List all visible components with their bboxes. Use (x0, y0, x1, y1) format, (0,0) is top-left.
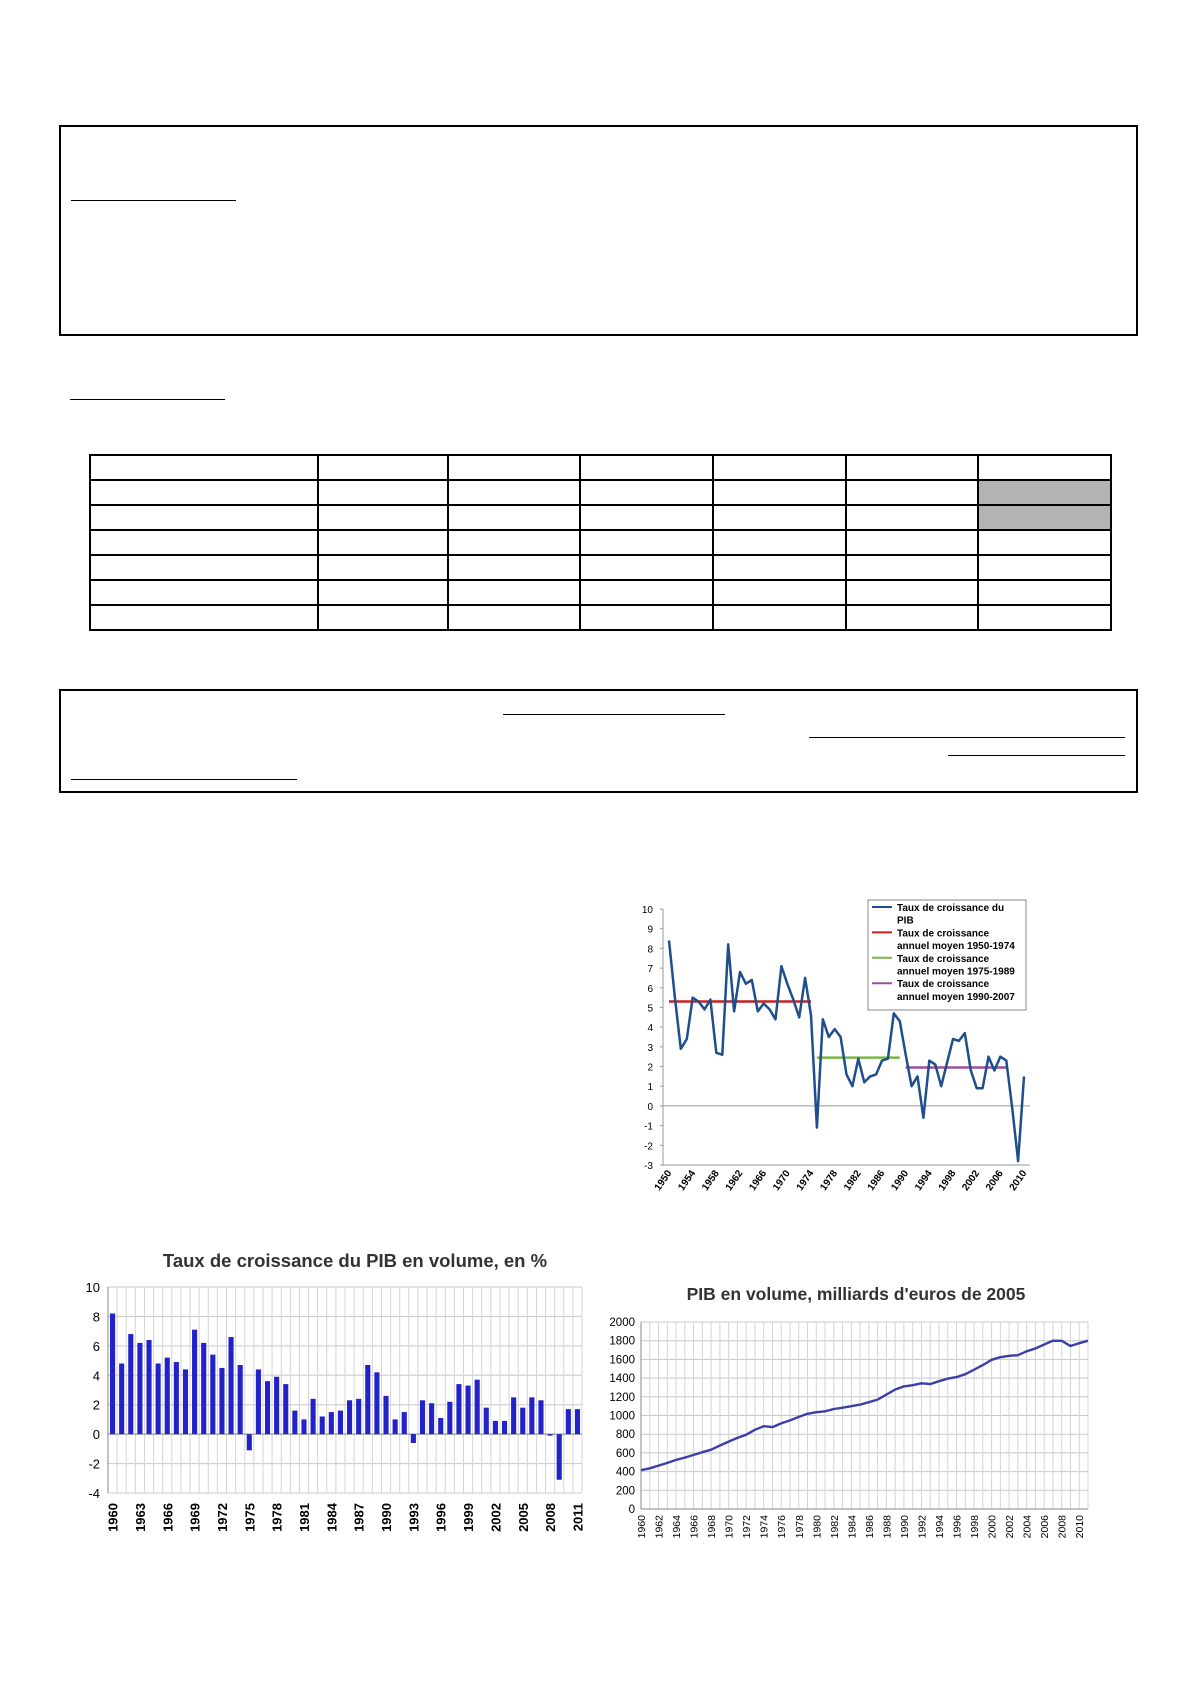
x-tick-label: 2006 (1039, 1515, 1052, 1539)
y-tick-label: 6 (647, 983, 653, 995)
table-row (90, 480, 1111, 505)
x-tick-label: 1978 (793, 1515, 806, 1539)
y-tick-label: 10 (641, 905, 653, 916)
x-tick-label: 1996 (433, 1503, 449, 1532)
x-tick-label: 1958 (700, 1168, 722, 1193)
y-tick-label: -1 (644, 1121, 653, 1133)
bar (374, 1372, 379, 1434)
y-tick-label: 5 (647, 1003, 653, 1015)
bar (146, 1340, 151, 1434)
bar (493, 1421, 498, 1434)
middle-text-box (59, 689, 1138, 793)
bar (174, 1362, 179, 1434)
bar (219, 1368, 224, 1434)
underline-3 (948, 755, 1125, 756)
y-tick-label: 0 (92, 1427, 100, 1443)
x-tick-label: 1962 (723, 1168, 746, 1193)
y-tick-label: 0 (628, 1504, 635, 1516)
x-tick-label: 1990 (889, 1168, 912, 1193)
y-tick-label: -3 (644, 1161, 653, 1172)
y-tick-label: 1600 (609, 1354, 635, 1367)
x-tick-label: 1975 (242, 1503, 258, 1532)
bar (538, 1400, 543, 1434)
x-tick-label: 1966 (160, 1503, 176, 1532)
bar (210, 1355, 215, 1434)
x-tick-label: 1990 (379, 1503, 395, 1532)
table-row (90, 455, 1111, 480)
gdp-chart-title: PIB en volume, milliards d'euros de 2005 (686, 1284, 1026, 1304)
x-tick-label: 1992 (916, 1515, 929, 1539)
bar (165, 1358, 170, 1435)
bar (456, 1384, 461, 1434)
x-tick-label: 1978 (269, 1503, 285, 1532)
bar (411, 1434, 416, 1443)
bar (548, 1434, 553, 1435)
bar (429, 1403, 434, 1434)
section-heading-underline (70, 399, 225, 400)
x-tick-label: 1982 (842, 1168, 864, 1193)
table-row (90, 605, 1111, 630)
x-tick-label: 1990 (898, 1515, 911, 1539)
x-tick-label: 1954 (676, 1168, 699, 1193)
table-row (90, 580, 1111, 605)
y-tick-label: -2 (88, 1456, 100, 1472)
bar (420, 1400, 425, 1434)
x-tick-label: 1966 (747, 1168, 770, 1193)
x-tick-label: 1986 (865, 1168, 888, 1193)
x-tick-label: 1950 (652, 1168, 675, 1193)
x-tick-label: 2011 (570, 1503, 586, 1532)
bar (575, 1409, 580, 1434)
bar (192, 1330, 197, 1434)
bar (292, 1411, 297, 1435)
bar (520, 1408, 525, 1434)
bar (256, 1369, 261, 1434)
bar (365, 1365, 370, 1434)
bar (238, 1365, 243, 1434)
x-tick-label: 1988 (881, 1515, 894, 1539)
underline-1 (503, 714, 725, 715)
x-tick-label: 1978 (818, 1168, 841, 1193)
bar (447, 1402, 452, 1434)
x-tick-label: 1963 (132, 1503, 148, 1532)
y-tick-label: 4 (92, 1368, 100, 1384)
growth-rate-bar-chart-svg (80, 1245, 600, 1555)
table-row (90, 530, 1111, 555)
bar (511, 1397, 516, 1434)
bar (283, 1384, 288, 1434)
table-row (90, 505, 1111, 530)
bar (247, 1434, 252, 1450)
y-tick-label: 2 (92, 1397, 100, 1413)
y-tick-label: -2 (644, 1141, 653, 1153)
y-tick-label: 600 (615, 1447, 635, 1460)
x-tick-label: 1981 (296, 1503, 312, 1532)
y-tick-label: 1000 (609, 1410, 635, 1423)
bar (484, 1408, 489, 1434)
y-tick-label: 1400 (609, 1373, 635, 1386)
y-tick-label: 800 (615, 1429, 635, 1442)
x-tick-label: 2002 (960, 1168, 983, 1193)
gdp-series-line (641, 1341, 1088, 1471)
x-tick-label: 1970 (723, 1515, 736, 1539)
x-tick-label: 2008 (543, 1503, 559, 1532)
bar (265, 1381, 270, 1434)
top-text-box (59, 125, 1138, 336)
x-tick-label: 1969 (187, 1503, 203, 1532)
bar (466, 1386, 471, 1435)
x-tick-label: 2010 (1007, 1168, 1030, 1193)
bar (156, 1364, 161, 1435)
legend-label: annuel moyen 1975-1989 (897, 966, 1015, 978)
bar (183, 1369, 188, 1434)
bar (229, 1337, 234, 1434)
x-tick-label: 1994 (934, 1515, 946, 1539)
bar (566, 1409, 571, 1434)
y-tick-label: 400 (615, 1466, 635, 1479)
empty-data-table (89, 454, 1112, 631)
bar (110, 1313, 115, 1434)
x-tick-label: 1984 (324, 1503, 340, 1532)
x-tick-label: 1980 (811, 1515, 824, 1539)
bar (137, 1343, 142, 1434)
x-tick-label: 1982 (828, 1515, 841, 1539)
bar (311, 1399, 316, 1434)
x-tick-label: 1968 (706, 1515, 719, 1539)
x-tick-label: 1974 (794, 1168, 817, 1193)
bar (119, 1364, 124, 1435)
x-tick-label: 1999 (461, 1503, 477, 1532)
legend-label: Taux de croissance (897, 979, 990, 991)
x-tick-label: 1974 (758, 1515, 771, 1539)
bar (393, 1419, 398, 1434)
underline-2 (809, 737, 1125, 738)
growth-rate-line-chart (630, 898, 1040, 1210)
heading-underline (71, 200, 236, 201)
x-tick-label: 1994 (913, 1168, 935, 1193)
x-tick-label: 1998 (969, 1515, 982, 1539)
underline-4 (71, 779, 297, 780)
bar (502, 1421, 507, 1434)
x-tick-label: 1960 (636, 1515, 648, 1539)
growth-rate-line-chart-svg (630, 898, 1040, 1210)
x-tick-label: 1976 (776, 1515, 789, 1539)
y-tick-label: 10 (85, 1280, 100, 1295)
table-row (90, 555, 1111, 580)
x-tick-label: 2002 (1004, 1515, 1017, 1539)
x-tick-label: 1987 (351, 1503, 367, 1532)
bar (128, 1334, 133, 1434)
y-tick-label: 4 (647, 1023, 653, 1035)
y-tick-label: 6 (92, 1338, 100, 1354)
bar (402, 1412, 407, 1434)
y-tick-label: 8 (92, 1309, 100, 1325)
bar (383, 1396, 388, 1434)
legend-label: Taux de croissance du (897, 903, 1005, 914)
bar (201, 1343, 206, 1434)
y-tick-label: 2000 (609, 1317, 635, 1329)
gdp-volume-line-chart-svg (600, 1282, 1100, 1562)
legend-label: annuel moyen 1950-1974 (897, 941, 1015, 953)
x-tick-label: 1986 (863, 1515, 876, 1539)
x-tick-label: 2010 (1074, 1515, 1087, 1539)
bar (356, 1399, 361, 1434)
bar (320, 1416, 325, 1434)
y-tick-label: 2 (647, 1062, 653, 1074)
bar (557, 1434, 562, 1480)
legend-label: Taux de croissance (897, 953, 990, 965)
bar (529, 1397, 534, 1434)
bar-chart-title: Taux de croissance du PIB en volume, en % (162, 1250, 548, 1271)
x-tick-label: 1996 (951, 1515, 964, 1539)
x-tick-label: 1984 (846, 1515, 859, 1539)
x-tick-label: 2000 (986, 1515, 999, 1539)
x-tick-label: 1960 (105, 1503, 121, 1532)
y-tick-label: -4 (88, 1486, 100, 1501)
x-tick-label: 1964 (671, 1515, 684, 1539)
legend-label: Taux de croissance (897, 928, 990, 940)
x-tick-label: 1972 (741, 1515, 754, 1539)
bar (347, 1400, 352, 1434)
legend-label: annuel moyen 1990-2007 (897, 991, 1015, 1003)
y-tick-label: 9 (647, 924, 653, 936)
bar (475, 1380, 480, 1434)
y-tick-label: 0 (647, 1101, 653, 1113)
legend-label: PIB (897, 915, 914, 927)
growth-rate-bar-chart (80, 1245, 600, 1555)
x-tick-label: 1962 (653, 1515, 666, 1539)
x-tick-label: 2006 (984, 1168, 1006, 1193)
x-tick-label: 2002 (488, 1503, 504, 1532)
x-tick-label: 1998 (936, 1168, 959, 1193)
y-tick-label: 3 (647, 1042, 653, 1054)
bar (338, 1411, 343, 1435)
bar (274, 1377, 279, 1434)
x-tick-label: 2008 (1056, 1515, 1069, 1539)
x-tick-label: 1972 (214, 1503, 230, 1532)
x-tick-label: 1966 (688, 1515, 701, 1539)
y-tick-label: 7 (647, 964, 653, 976)
bar (301, 1419, 306, 1434)
x-tick-label: 1993 (406, 1503, 422, 1532)
bar (329, 1412, 334, 1434)
gdp-volume-line-chart (600, 1282, 1100, 1562)
y-tick-label: 200 (615, 1485, 635, 1498)
bar (438, 1418, 443, 1434)
y-tick-label: 1 (647, 1082, 653, 1094)
x-tick-label: 2004 (1021, 1515, 1034, 1539)
y-tick-label: 8 (647, 944, 653, 956)
x-tick-label: 2005 (515, 1503, 531, 1532)
y-tick-label: 1200 (609, 1391, 635, 1404)
y-tick-label: 1800 (609, 1335, 635, 1348)
x-tick-label: 1970 (771, 1168, 793, 1193)
